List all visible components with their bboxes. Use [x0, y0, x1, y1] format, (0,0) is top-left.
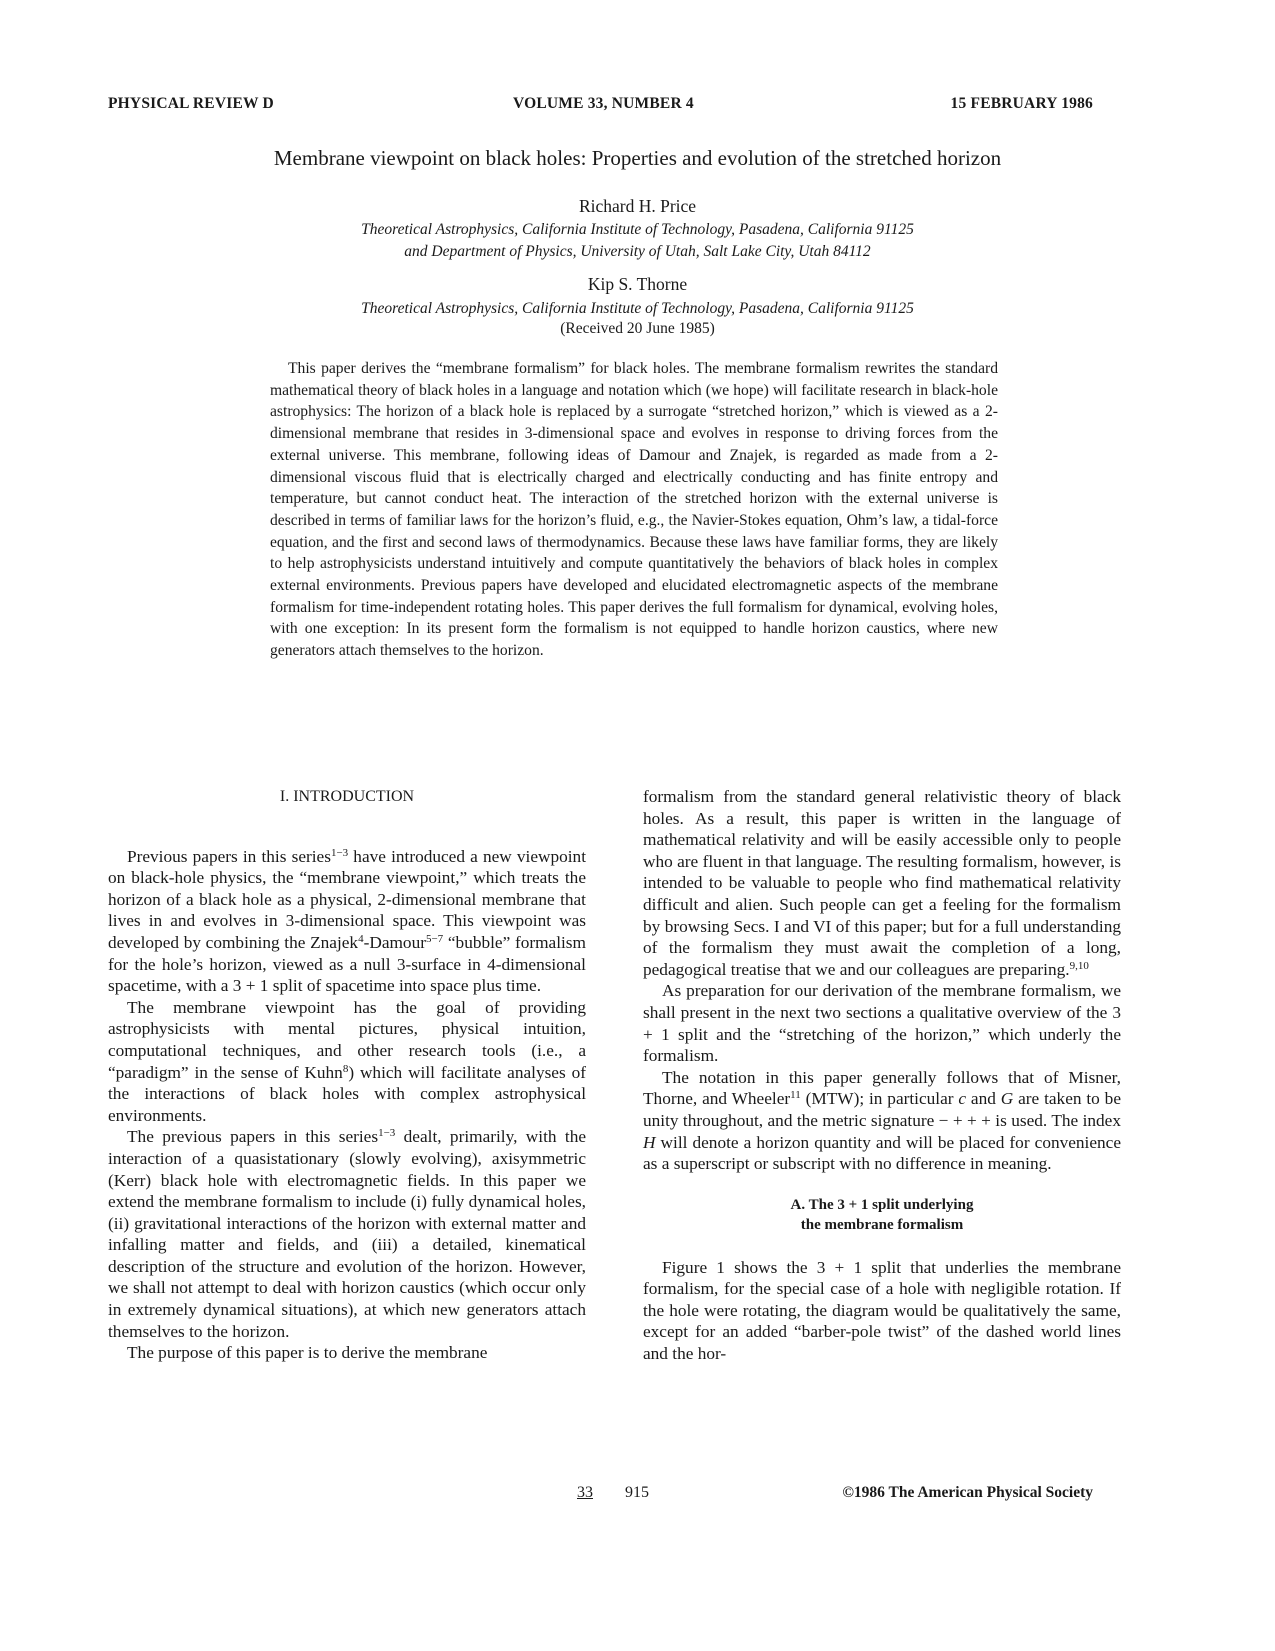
reference-superscript: 1−3 [378, 1127, 396, 1140]
subsection-heading [643, 1195, 1121, 1235]
reference-superscript: 9,10 [1069, 959, 1089, 972]
author-affiliation: Theoretical Astrophysics, California Institute of Technology, Pasadena, California 91125 [361, 300, 914, 317]
paragraph: Previous papers in this series$^{1-3}$ have introduced a new viewpoint on black-hole physics, the “membrane viewpoint,” which treats the horizon of a black hole as a physical, 2-dimensional membrane that lives in and evolves in 3-dimensional space. This viewpoint was developed by combining the Znajek$^4$-Damour$^{5-7}$ “bubble” formalism for the hole’s horizon, viewed as a null 3-surface in 4-dimensional spacetime, with a 3 + 1 split of spacetime into space plus time. [108, 846, 586, 996]
section-heading: I. INTRODUCTION [279, 788, 415, 805]
reference-superscript: 4 [358, 932, 364, 945]
math-symbol: G [1000, 1089, 1014, 1109]
math-symbol: c [958, 1089, 967, 1109]
author-affiliation: Theoretical Astrophysics, California Institute of Technology, Pasadena, California 91125 [361, 221, 914, 238]
paragraph: The purpose of this paper is to derive the membrane [127, 1343, 488, 1363]
paragraph: The previous papers in this series$^{1-3}$ dealt, primarily, with the interaction of a quasistationary (slowly evolving), axisymmetric (Kerr) black hole with electromagnetic fields. In this paper we extend the membrane formalism to include (i) fully dynamical holes, (ii) gravitational interactions of the horizon with external matter and infalling matter and fields, and (iii) a detailed, kinematical description of the structure and evolution of the horizon. However, we shall not attempt to deal with horizon caustics (which occur only in extremely dynamical situations), at which new generators attach themselves to the horizon. [108, 1127, 587, 1341]
journal-name: PHYSICAL REVIEW D [108, 95, 274, 112]
issue-date: 15 FEBRUARY 1986 [950, 95, 1093, 112]
page-number: 915 [625, 1484, 649, 1501]
subsection-heading-line: A. The 3 + 1 split underlying [790, 1196, 974, 1213]
left-column [108, 786, 586, 1364]
author-name: Richard H. Price [578, 196, 697, 216]
reference-superscript: 11 [790, 1089, 801, 1102]
paper-title: Membrane viewpoint on black holes: Properties and evolution of the stretched horizon [273, 146, 1002, 170]
reference-superscript: 1−3 [330, 846, 349, 859]
paragraph: The notation in this paper generally follows that of Misner, Thorne, and Wheeler$^{11}$ (MTW); in particular c and G are taken to be unity throughout, and the metric signature − + + + is used. The index H will denote a horizon quantity and will be placed for convenience as a superscript or subscript with no difference in meaning. [643, 1067, 1121, 1174]
subsection-heading-line: the membrane formalism [800, 1216, 964, 1233]
reference-superscript: 8 [342, 1062, 349, 1075]
reference-superscript: 5−7 [425, 932, 444, 945]
volume-number: VOLUME 33, NUMBER 4 [513, 95, 694, 112]
paragraph: The membrane viewpoint has the goal of providing astrophysicists with mental pictures, physical intuition, computational techniques, and other research tools (i.e., a “paradigm” in the sense of Kuhn$^8$) which will facilitate analyses of the interactions of black holes with complex astrophysical environments. [108, 997, 586, 1125]
copyright: ©1986 The American Physical Society [842, 1484, 1093, 1501]
right-paragraphs [643, 1257, 1121, 1365]
footer-volume: 33 [577, 1484, 593, 1501]
right-column [643, 786, 1121, 1365]
paragraph: formalism from the standard general relativistic theory of black holes. As a result, this paper is written in the language of mathematical relativity and will be easily accessible only to people who are fluent in that language. The resulting formalism, however, is intended to be valuable to people who find mathematical relativity difficult and alien. Such people can get a feeling for the formalism by browsing Secs. I and VI of this paper; but for a full understanding of the formalism they must await the completion of a long, pedagogical treatise that we and our colleagues are preparing.$^{9,10}$ [643, 787, 1121, 979]
right-paragraphs [643, 786, 1121, 1175]
paragraph: As preparation for our derivation of the membrane formalism, we shall present in the next two sections a qualitative overview of the 3 + 1 split and the “stretching of the horizon,” which underly the formalism. [643, 981, 1121, 1066]
received-date: (Received 20 June 1985) [560, 320, 715, 337]
abstract: This paper derives the “membrane formalism” for black holes. The membrane formalism rewrites the standard mathematical theory of black holes in a language and notation which (we hope) will facilitate research in black-hole astrophysics: The horizon of a black hole is replaced by a surrogate “stretched horizon,” which is viewed as a 2-dimensional membrane that resides in 3-dimensional space and evolves in response to driving forces from the external universe. This membrane, following ideas of Damour and Znajek, is regarded as made from a 2-dimensional viscous fluid that is electrically charged and electrically conducting and has finite entropy and temperature, but cannot conduct heat. The interaction of the stretched horizon with the external universe is described in terms of familiar laws for the horizon’s fluid, e.g., the Navier-Stokes equation, Ohm’s law, a tidal-force equation, and the first and second laws of thermodynamics. Because these laws have familiar forms, they are likely to help astrophysicists understand intuitively and compute quantitatively the behaviors of black holes in complex external environments. Previous papers have developed and elucidated electromagnetic aspects of the membrane formalism for time-independent rotating holes. This paper derives the full formalism for dynamical, evolving holes, with one exception: In its present form the formalism is not equipped to handle horizon caustics, where new generators attach themselves to the horizon. [270, 360, 998, 660]
paragraph: Figure 1 shows the 3 + 1 split that underlies the membrane formalism, for the special case of a hole with negligible rotation. If the hole were rotating, the diagram would be qualitatively the same, except for an added “barber-pole twist” of the dashed world lines and the hor- [643, 1257, 1121, 1364]
author-name: Kip S. Thorne [587, 274, 688, 294]
author-affiliation: and Department of Physics, University of Utah, Salt Lake City, Utah 84112 [404, 243, 871, 260]
math-symbol: H [643, 1132, 656, 1152]
left-paragraphs [108, 846, 586, 1364]
